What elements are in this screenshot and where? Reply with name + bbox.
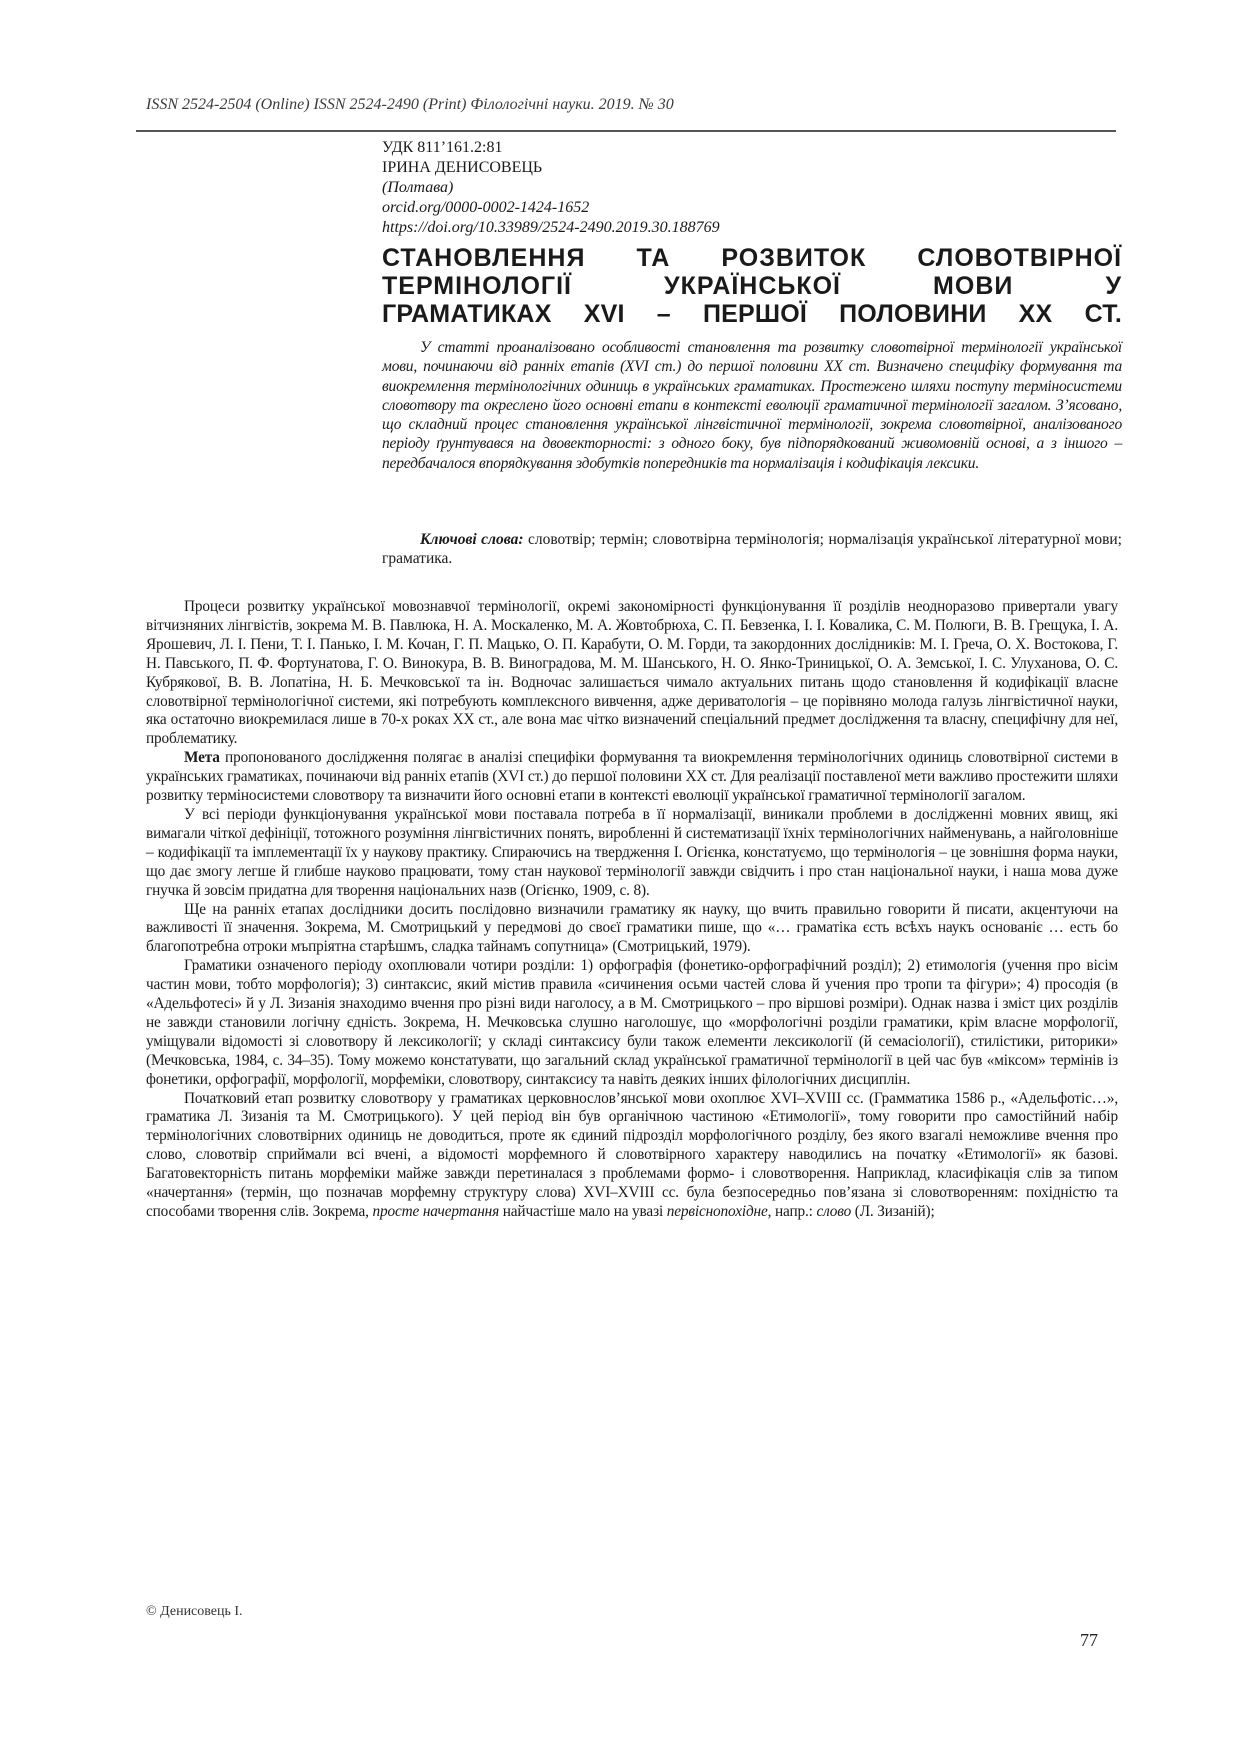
copyright-note: © Денисовець І.	[146, 1604, 243, 1619]
paragraph-text: пропонованого дослідження полягає в аналізі специфіки формування та виокремлення термінологічних одиниць словотвірної системи в українських граматиках, починаючи від ранніх етапів (XVI ст.) до першої половини XX ст. Для реалізації поставленої мети важливо простежити шляхи розвитку терміносистеми словотвору та визначити його основні етапи в контексті еволюції української граматичної термінології загалом.	[146, 749, 1118, 805]
keywords	[382, 530, 1122, 569]
article-title	[382, 244, 1122, 328]
paragraph	[146, 1090, 1118, 1222]
author-city: (Полтава)	[382, 179, 454, 196]
paragraph-text: (Л. Зизаній);	[851, 1203, 935, 1220]
term-italic: слово	[816, 1203, 852, 1220]
paragraph-text: найчастіше мало на увазі	[499, 1203, 667, 1220]
term-italic: просте начертання	[372, 1203, 500, 1220]
title-line: ТЕРМІНОЛОГІЇ УКРАЇНСЬКОЇ МОВИ У	[382, 272, 1122, 300]
paragraph-text: Початковий етап розвитку словотвору у граматиках церковнослов’янської мови охоплює XVI–XVIII сс. (Грамматика 1586 р., «Адельфотіс…», граматика Л. Зизанія та М. Смотрицького). У цей період він був органічною частиною «Етимології», тому говорити про самостійний набір термінологічних словотвірних одиниць не доводиться, проте як єдиний підрозділ морфологічного розділу, без якого взагалі неможливе вчення про слово, словотвір сприймали всі вчені, а відомості морфемного й словотвірного характеру наводились на початку «Етимології» як базові. Багатовекторність питань морфеміки майже завжди перетиналася з проблемами формо- і словотворення. Наприклад, класифікація слів за типом «начертання» (термін, що позначав морфемну структуру слова) XVI–XVIII сс. була безпосередньо пов’язана зі словотворенням: похідністю та способами творення слів. Зокрема,	[146, 1089, 1118, 1220]
paragraph-text: , напр.:	[767, 1203, 817, 1220]
article-meta	[382, 138, 1122, 238]
term-italic: первіснопохідне	[666, 1203, 768, 1220]
orcid-link[interactable]: orcid.org/0000-0002-1424-1652	[382, 199, 590, 216]
aim-label: Мета	[184, 749, 220, 767]
page-number: 77	[1080, 1630, 1098, 1650]
author-name: ІРИНА ДЕНИСОВЕЦЬ	[382, 159, 543, 176]
paragraph: Ще на ранніх етапах дослідники досить послідовно визначили граматику як науку, що вчить правильно говорити й писати, акцентуючи на важливості її значення. Зокрема, М. Смотрицький у передмові до своєї граматики пише, що «… граматіка єсть всѣхъ наукъ основаніє … есть бо благопотребна отроки мъпріятна старѣшмъ, сладка тайнамъ сопутница» (Смотрицький, 1979).	[146, 900, 1118, 956]
udk-code: УДК 811’161.2:81	[382, 139, 503, 156]
header-divider	[136, 130, 1116, 132]
paragraph: Процеси розвитку української мовознавчої термінології, окремі закономірності функціонування її розділів неодноразово привертали увагу вітчизняних лінгвістів, зокрема М. В. Павлюка, Н. А. Москаленко, М. А. Жовтобрюха, С. П. Бевзенка, І. І. Ковалика, С. М. Полюги, В. В. Грещука, І. А. Ярошевич, Л. І. Пени, Т. І. Панько, І. М. Кочан, Г. П. Мацько, О. П. Карабути, О. М. Горди, та закордонних дослідників: М. І. Греча, О. Х. Востокова, Г. Н. Павського, П. Ф. Фортунатова, Г. О. Винокура, В. В. Виноградова, М. М. Шанського, Н. О. Янко-Триницької, О. А. Земської, І. С. Улуханова, О. С. Кубрякової, В. В. Лопатіна, Н. Б. Мечковської та ін. Водночас залишається чимало актуальних питань щодо становлення й кодифікації власне словотвірної термінологічної системи, які потребують комплексного вивчення, адже дериватологія – це порівняно молода галузь лінгвістичної науки, яка остаточно виокремилася лише в 70-х роках XX ст., але вона має чітко визначений спеціальний предмет дослідження та власну, специфічну для неї, проблематику.	[146, 598, 1118, 748]
keywords-label: Ключові слова:	[420, 531, 524, 548]
doi-link[interactable]: https://doi.org/10.33989/2524-2490.2019.30.188769	[382, 219, 720, 236]
title-line: СТАНОВЛЕННЯ ТА РОЗВИТОК СЛОВОТВІРНОЇ	[382, 244, 1122, 272]
paragraph	[146, 749, 1118, 806]
keywords-list: словотвір; термін; словотвірна термінологія; нормалізація української літературної мови; граматика.	[382, 531, 1122, 568]
journal-header: ISSN 2524-2504 (Online) ISSN 2524-2490 (Print) Філологічні науки. 2019. № 30	[146, 96, 674, 113]
abstract: У статті проаналізовано особливості становлення та розвитку словотвірної термінології української мови, починаючи від ранніх етапів (XVI ст.) до першої половини XX ст. Визначено специфіку формування та виокремлення термінологічних одиниць в українських граматиках. Простежено шляхи поступу терміносистеми словотвору та окреслено його основні етапи в контексті еволюції граматичної термінології загалом. З’ясовано, що складний процес становлення української лінгвістичної термінології, зокрема словотвірної, аналізованого періоду ґрунтувався на двовекторності: з одного боку, був підпорядкований живомовній основі, а з іншого – передбачалося впорядкування здобутків попередників та нормалізація і кодифікація лексики.	[382, 339, 1122, 472]
article-body	[146, 598, 1118, 1222]
title-line: ГРАМАТИКАХ XVI – ПЕРШОЇ ПОЛОВИНИ XX СТ.	[382, 300, 1122, 328]
paragraph: У всі періоди функціонування української мови поставала потреба в її нормалізації, виникали проблеми в дослідженні мовних явищ, які вимагали чіткої дефініції, тотожного розуміння лінгвістичних понять, виробленні й систематизації їхніх термінологічних найменувань, а найголовніше – кодифікації та імплементації їх у наукову практику. Спираючись на твердження І. Огієнка, констатуємо, що термінологія – це зовнішня форма науки, що дає змогу легше й глибше науково працювати, тому стан наукової термінології завжди свідчить і про стан національної науки, і наша мова дуже гнучка й зовсім придатна для творення національних назв (Огієнко, 1909, с. 8).	[146, 805, 1118, 899]
paragraph: Граматики означеного періоду охоплювали чотири розділи: 1) орфографія (фонетико-орфографічний розділ); 2) етимологія (учення про вісім частин мови, тобто морфологія); 3) синтаксис, який містив правила «сичинения осьми частей слова й учения про тропи та фігури»; 4) просодія (в «Адельфотесі» й у Л. Зизанія знаходимо вчення про різні види наголосу, а в М. Смотрицького – про віршові розміри). Однак назва і зміст цих розділів не завжди становили логічну єдність. Зокрема, Н. Мечковська слушно наголошує, що «морфологічні розділи граматики, крім власне морфології, уміщували відомості зі словотвору й лексикології; у складі синтаксису були також елементи лексикології (й семасіології), стилістики, риторики» (Мечковська, 1984, с. 34–35). Тому можемо констатувати, що загальний склад української граматичної термінології в цей час був «міксом» термінів із фонетики, орфографії, морфології, морфеміки, словотвору, синтаксису та навіть деяких інших філологічних дисциплін.	[146, 957, 1118, 1088]
